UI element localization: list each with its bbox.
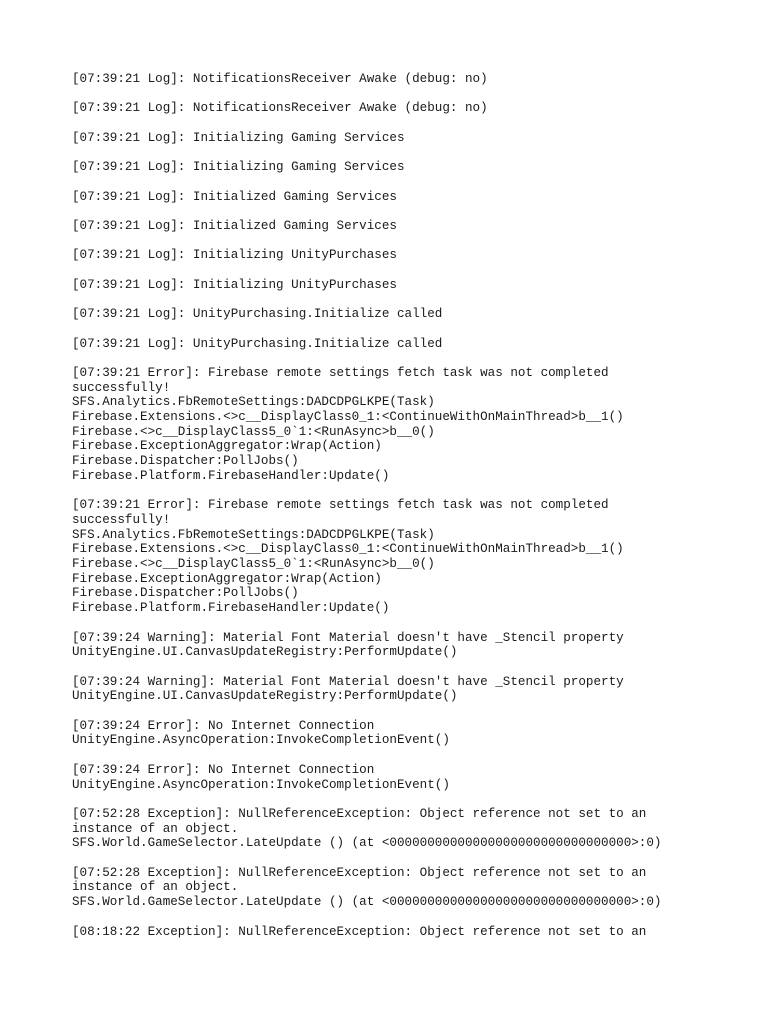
log-line: successfully!	[72, 380, 171, 395]
log-entry	[72, 160, 692, 175]
log-line: [07:52:28 Exception]: NullReferenceException: Object reference not set to an	[72, 806, 647, 821]
log-line: Firebase.Platform.FirebaseHandler:Update()	[72, 468, 390, 483]
log-entry	[72, 278, 692, 293]
log-entry	[72, 866, 692, 910]
log-line: Firebase.Dispatcher:PollJobs()	[72, 586, 299, 601]
log-line: successfully!	[72, 512, 171, 527]
log-line: Firebase.<>c__DisplayClass5_0`1:<RunAsync>b__0()	[72, 557, 435, 572]
log-entry	[72, 719, 692, 748]
log-line: [07:39:21 Error]: Firebase remote settings fetch task was not completed	[72, 498, 609, 513]
log-line: [07:39:21 Log]: UnityPurchasing.Initialize called	[72, 307, 443, 322]
log-line: UnityEngine.AsyncOperation:InvokeCompletionEvent()	[72, 733, 450, 748]
log-line: [07:52:28 Exception]: NullReferenceException: Object reference not set to an	[72, 865, 647, 880]
log-entry	[72, 131, 692, 146]
log-line: [07:39:24 Error]: No Internet Connection	[72, 718, 375, 733]
log-entry	[72, 219, 692, 234]
log-line: UnityEngine.AsyncOperation:InvokeCompletionEvent()	[72, 777, 450, 792]
log-line: Firebase.Platform.FirebaseHandler:Update()	[72, 601, 390, 616]
log-entry	[72, 101, 692, 116]
log-line: [07:39:21 Error]: Firebase remote settings fetch task was not completed	[72, 365, 609, 380]
log-entry	[72, 807, 692, 851]
log-line: UnityEngine.UI.CanvasUpdateRegistry:PerformUpdate()	[72, 689, 458, 704]
log-entry	[72, 675, 692, 704]
log-entry	[72, 190, 692, 205]
log-line: Firebase.<>c__DisplayClass5_0`1:<RunAsync>b__0()	[72, 424, 435, 439]
log-line: [07:39:24 Warning]: Material Font Material doesn't have _Stencil property	[72, 630, 624, 645]
log-entry	[72, 498, 692, 616]
log-line: [07:39:21 Log]: NotificationsReceiver Awake (debug: no)	[72, 72, 488, 86]
log-line: Firebase.Extensions.<>c__DisplayClass0_1:<ContinueWithOnMainThread>b__1()	[72, 410, 624, 425]
log-entry	[72, 337, 692, 352]
log-line: instance of an object.	[72, 880, 239, 895]
log-entry	[72, 72, 692, 87]
log-entry	[72, 307, 692, 322]
log-entry	[72, 366, 692, 484]
log-entry	[72, 631, 692, 660]
log-line: [07:39:21 Log]: Initializing UnityPurchases	[72, 248, 397, 263]
log-line: SFS.World.GameSelector.LateUpdate () (at <00000000000000000000000000000000>:0)	[72, 836, 662, 851]
log-line: Firebase.Extensions.<>c__DisplayClass0_1:<ContinueWithOnMainThread>b__1()	[72, 542, 624, 557]
log-line: Firebase.Dispatcher:PollJobs()	[72, 454, 299, 469]
log-line: [07:39:21 Log]: Initialized Gaming Services	[72, 189, 397, 204]
log-line: [07:39:21 Log]: UnityPurchasing.Initialize called	[72, 336, 443, 351]
log-line: [08:18:22 Exception]: NullReferenceException: Object reference not set to an	[72, 924, 647, 939]
log-line: SFS.Analytics.FbRemoteSettings:DADCDPGLKPE(Task)	[72, 395, 435, 410]
log-line: UnityEngine.UI.CanvasUpdateRegistry:PerformUpdate()	[72, 645, 458, 660]
log-document	[72, 72, 692, 954]
log-line: SFS.Analytics.FbRemoteSettings:DADCDPGLKPE(Task)	[72, 527, 435, 542]
log-line: [07:39:21 Log]: Initializing UnityPurchases	[72, 277, 397, 292]
log-line: [07:39:24 Error]: No Internet Connection	[72, 762, 375, 777]
log-entry	[72, 248, 692, 263]
log-line: Firebase.ExceptionAggregator:Wrap(Action)	[72, 439, 382, 454]
log-entry	[72, 763, 692, 792]
log-line: [07:39:21 Log]: Initializing Gaming Services	[72, 130, 405, 145]
log-line: [07:39:21 Log]: NotificationsReceiver Awake (debug: no)	[72, 101, 488, 116]
log-entry	[72, 925, 692, 940]
log-line: [07:39:24 Warning]: Material Font Material doesn't have _Stencil property	[72, 674, 624, 689]
log-line: [07:39:21 Log]: Initialized Gaming Services	[72, 218, 397, 233]
log-line: instance of an object.	[72, 821, 239, 836]
log-line: Firebase.ExceptionAggregator:Wrap(Action)	[72, 571, 382, 586]
log-line: SFS.World.GameSelector.LateUpdate () (at <00000000000000000000000000000000>:0)	[72, 895, 662, 910]
log-line: [07:39:21 Log]: Initializing Gaming Services	[72, 160, 405, 175]
